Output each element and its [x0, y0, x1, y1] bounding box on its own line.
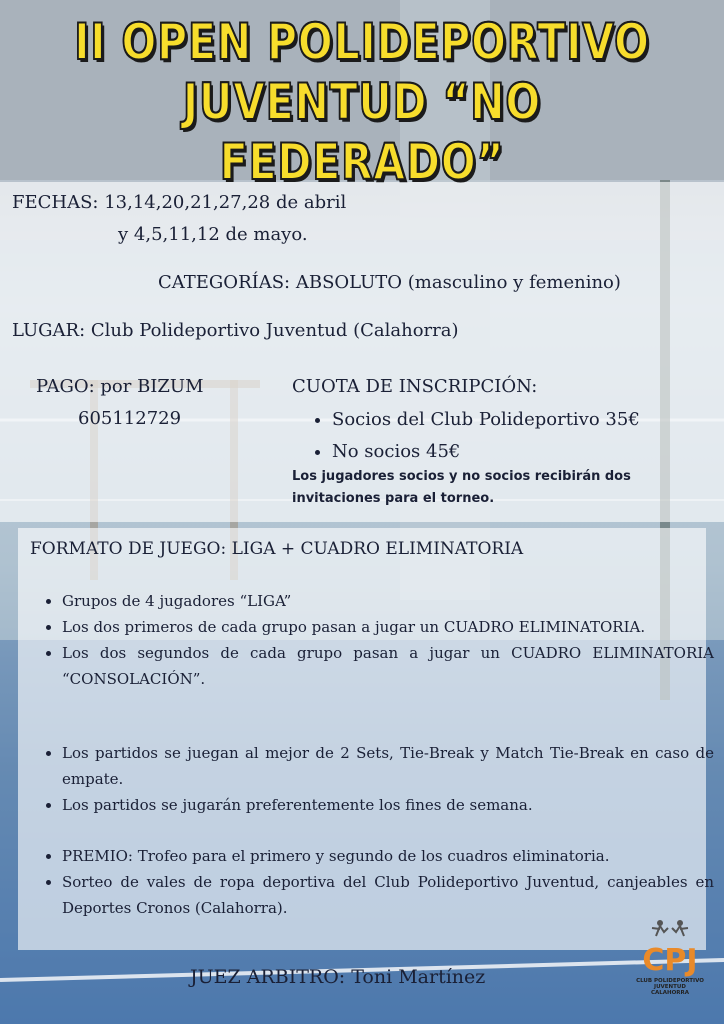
categorias: CATEGORÍAS: ABSOLUTO (masculino y femenino)	[158, 272, 621, 293]
logo-line-2: JUVENTUD	[654, 984, 686, 990]
club-logo	[634, 918, 706, 1014]
players-icon	[648, 918, 692, 940]
lugar: LUGAR: Club Polideportivo Juventud (Calahorra)	[12, 320, 459, 341]
list-item: • Los partidos se jugarán preferentemente los fines de semana.	[62, 792, 714, 818]
list-item: • Sorteo de vales de ropa deportiva del Club Polideportivo Juventud, canjeables en Deportes Cronos (Calahorra).	[62, 869, 714, 921]
cuota-item: • Socios del Club Polideportivo 35€	[332, 404, 640, 436]
formato-heading: FORMATO DE JUEGO: LIGA + CUADRO ELIMINATORIA	[30, 539, 524, 559]
logo-line-3: CALAHORRA	[650, 990, 690, 996]
title-line-1: II OPEN POLIDEPORTIVO	[74, 13, 650, 71]
list-item: • Los partidos se juegan al mejor de 2 Sets, Tie-Break y Match Tie-Break en caso de empate.	[62, 740, 714, 792]
title-line-2: JUVENTUD “NO FEDERADO”	[182, 73, 542, 191]
formato-list-3	[42, 843, 714, 921]
pago-label: PAGO: por BIZUM	[36, 376, 204, 397]
fechas-line-1: FECHAS: 13,14,20,21,27,28 de abril	[12, 192, 347, 213]
list-item: • Grupos de 4 jugadores “LIGA”	[62, 588, 714, 614]
list-item: • PREMIO: Trofeo para el primero y segundo de los cuadros eliminatoria.	[62, 843, 714, 869]
logo-mark: CPJ	[642, 943, 698, 978]
cuota-list	[312, 404, 640, 468]
fechas-line-2: y 4,5,11,12 de mayo.	[118, 224, 308, 245]
cuota-heading: CUOTA DE INSCRIPCIÓN:	[292, 376, 538, 397]
poster-title	[65, 12, 659, 192]
cuota-note: Los jugadores socios y no socios recibirán dos invitaciones para el torneo.	[292, 469, 631, 506]
list-item: • Los dos segundos de cada grupo pasan a jugar un CUADRO ELIMINATORIA “CONSOLACIÓN”.	[62, 640, 714, 692]
list-item: • Los dos primeros de cada grupo pasan a jugar un CUADRO ELIMINATORIA.	[62, 614, 714, 640]
formato-list-2	[42, 740, 714, 818]
cuota-item: • No socios 45€	[332, 436, 640, 468]
logo-line-1: CLUB POLIDEPORTIVO	[636, 978, 704, 984]
pago-phone: 605112729	[78, 408, 182, 429]
juez-arbitro: JUEZ ARBITRO: Toni Martínez	[190, 966, 486, 988]
formato-list-1	[42, 588, 714, 692]
